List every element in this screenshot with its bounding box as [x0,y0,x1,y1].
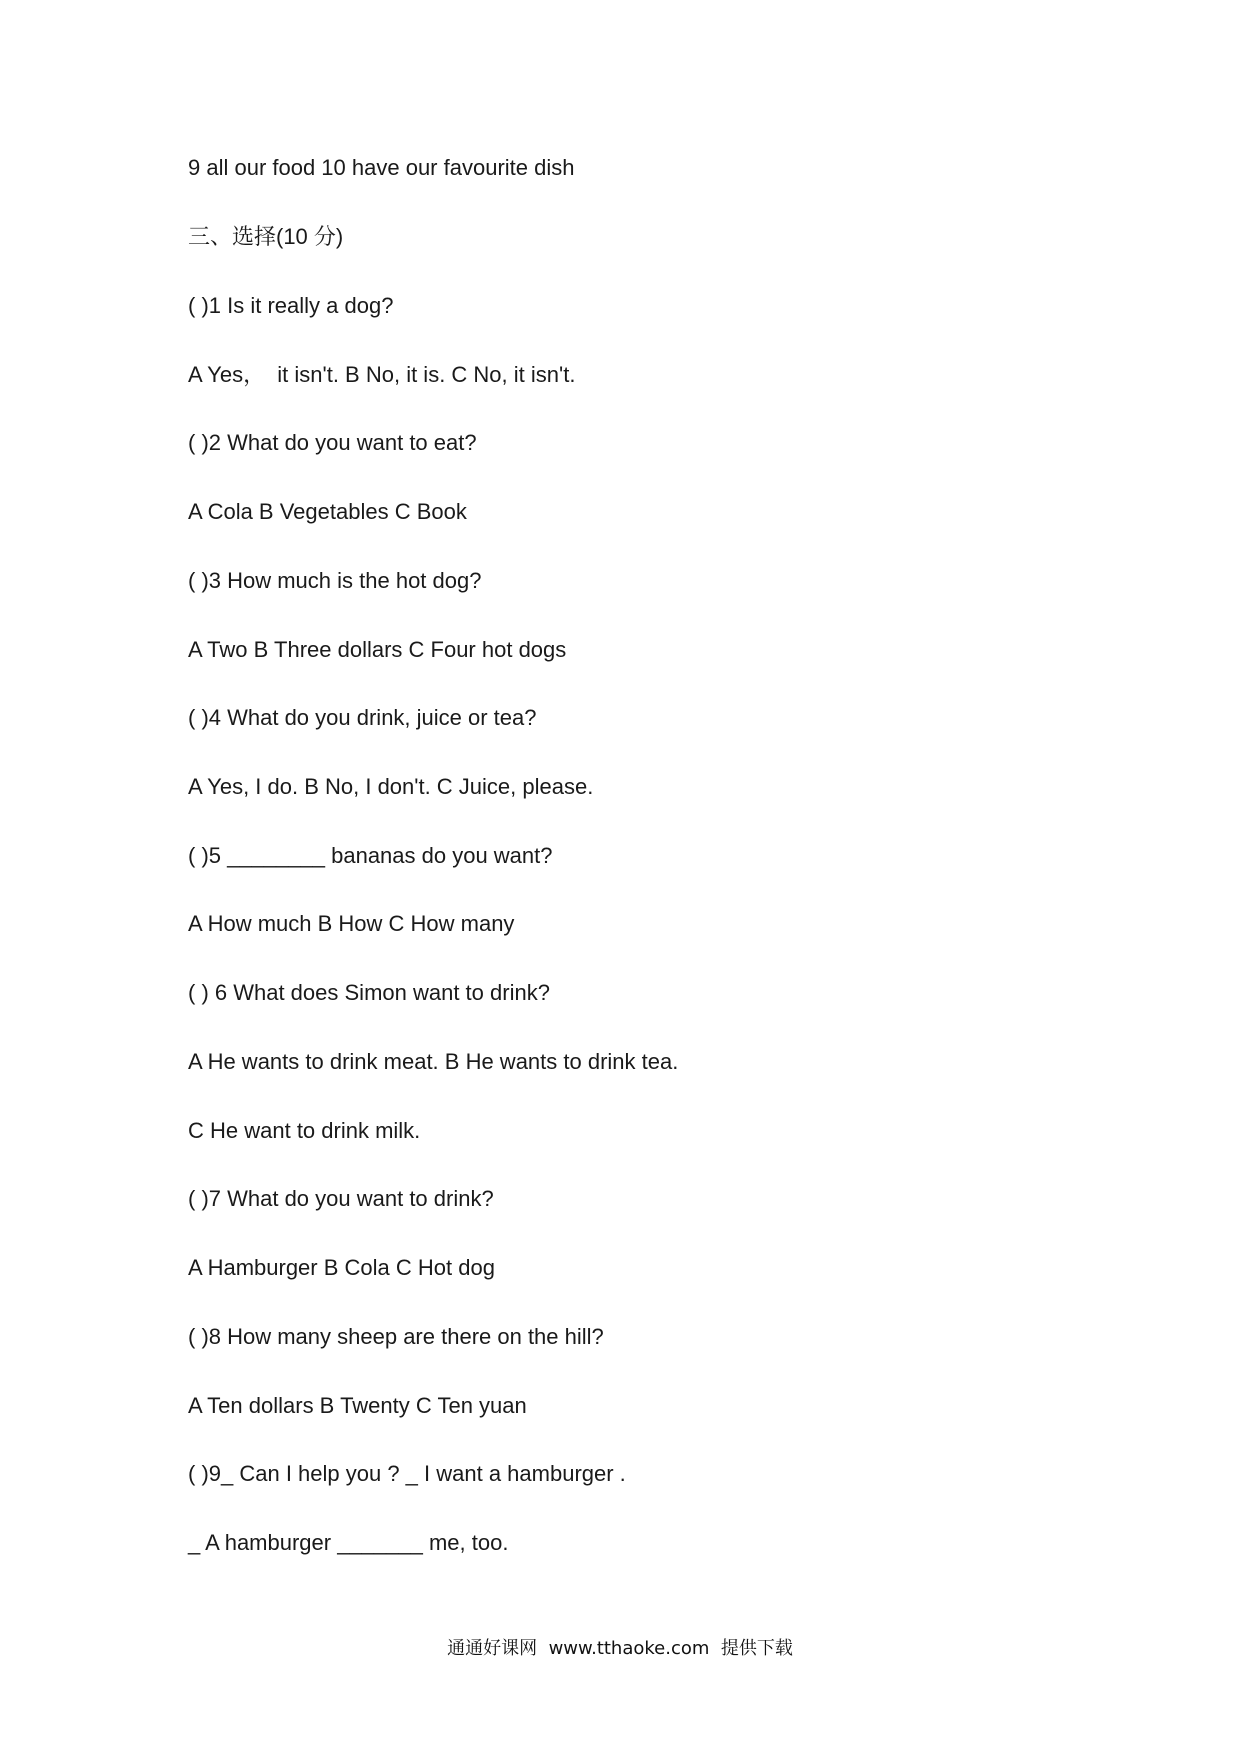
question-2: ( )2 What do you want to eat? [188,430,477,455]
options-6: A He wants to drink meat. B He wants to drink tea. [188,1049,679,1074]
options-8: A Ten dollars B Twenty C Ten yuan [188,1393,527,1418]
question-6: ( ) 6 What does Simon want to drink? [188,980,550,1005]
options-2: A Cola B Vegetables C Book [188,499,467,524]
page-footer: 通通好课网 www.tthaoke.com 提供下载 [447,1638,793,1659]
question-4: ( )4 What do you drink, juice or tea? [188,705,537,730]
question-5: ( )5 ________ bananas do you want? [188,843,553,868]
options-7: A Hamburger B Cola C Hot dog [188,1255,495,1280]
options-3: A Two B Three dollars C Four hot dogs [188,637,567,662]
options-5: A How much B How C How many [188,911,515,936]
options-6-cont: C He want to drink milk. [188,1118,421,1143]
options-4: A Yes, I do. B No, I don't. C Juice, please. [188,774,594,799]
text-line: 9 all our food 10 have our favourite dish [188,155,575,180]
section-heading: 三、选择(10 分) [188,224,344,249]
question-9: ( )9_ Can I help you ? _ I want a hamburger . [188,1461,626,1486]
options-1: A Yes， it isn't. B No, it is. C No, it isn't. [188,362,576,387]
question-9-cont: _ A hamburger _______ me, too. [188,1530,509,1555]
question-3: ( )3 How much is the hot dog? [188,568,482,593]
question-7: ( )7 What do you want to drink? [188,1186,494,1211]
question-1: ( )1 Is it really a dog? [188,293,394,318]
question-8: ( )8 How many sheep are there on the hill? [188,1324,604,1349]
